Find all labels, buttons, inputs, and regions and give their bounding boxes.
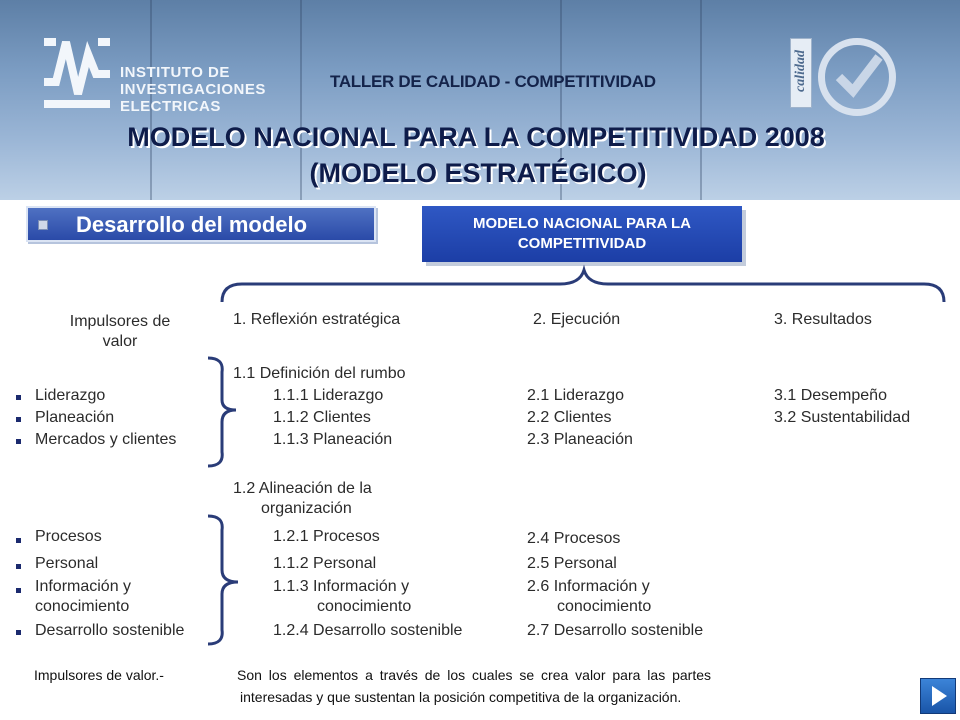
reflexion-group2-heading-cont: organización	[261, 500, 352, 517]
logo-line: INVESTIGACIONES	[120, 81, 266, 98]
resultados-item: 3.1 Desempeño	[774, 387, 887, 404]
col-ejecucion-title: 2. Ejecución	[533, 311, 621, 328]
bullet-icon	[16, 439, 21, 444]
list-item: Planeación	[35, 409, 115, 426]
list-item: Liderazgo	[35, 387, 106, 404]
page-title: MODELO NACIONAL PARA LA COMPETITIVIDAD 2008	[127, 122, 825, 152]
bullet-icon	[16, 564, 21, 569]
left-brace-icon	[208, 358, 236, 466]
ejecucion-item-continuation: conocimiento	[557, 598, 652, 615]
model-box-line: COMPETITIVIDAD	[517, 235, 647, 252]
ejecucion-item: 2.2 Clientes	[527, 409, 612, 426]
reflexion-item: 1.1.3 Información y	[273, 578, 410, 595]
ejecucion-item: 2.1 Liderazgo	[527, 387, 624, 404]
impulsores-title-line: Impulsores de	[69, 313, 171, 330]
bullet-icon	[16, 630, 21, 635]
ejecucion-item: 2.4 Procesos	[527, 530, 621, 547]
reflexion-item: 1.2.1 Procesos	[273, 528, 380, 545]
bullet-icon	[16, 588, 21, 593]
ejecucion-item: 2.3 Planeación	[527, 431, 633, 448]
reflexion-item: 1.1.2 Clientes	[273, 409, 371, 426]
arrow-right-icon	[921, 679, 955, 713]
list-item-continuation: conocimiento	[35, 598, 130, 615]
logo-line: INSTITUTO DE	[120, 64, 230, 81]
next-slide-button[interactable]	[920, 678, 956, 714]
impulsores-title	[50, 312, 190, 352]
list-item: Procesos	[35, 528, 102, 545]
model-box-line: MODELO NACIONAL PARA LA	[472, 215, 692, 232]
left-brace-icon	[208, 516, 238, 644]
list-item: Desarrollo sostenible	[35, 622, 185, 639]
top-brace-icon	[222, 270, 944, 302]
reflexion-item: 1.1.1 Liderazgo	[273, 387, 384, 404]
resultados-item: 3.2 Sustentabilidad	[774, 409, 911, 426]
footnote-term: Impulsores de valor.-	[34, 667, 164, 683]
taller-subtitle: TALLER DE CALIDAD - COMPETITIVIDAD	[330, 72, 656, 91]
col-reflexion-title: 1. Reflexión estratégica	[233, 311, 401, 328]
section-tab-label: Desarrollo del modelo	[76, 212, 308, 237]
reflexion-item-continuation: conocimiento	[317, 598, 412, 615]
footnote-line2: interesadas y que sustentan la posición competitiva de la organización.	[240, 689, 682, 705]
reflexion-item: 1.1.3 Planeación	[273, 431, 393, 448]
ejecucion-item: 2.5 Personal	[527, 555, 617, 572]
reflexion-group2-heading: 1.2 Alineación de la	[233, 480, 372, 497]
list-item: Mercados y clientes	[35, 431, 177, 448]
bullet-icon	[16, 395, 21, 400]
list-item: Información y	[35, 578, 132, 595]
calidad-label: calidad	[793, 50, 808, 92]
list-item: Personal	[35, 555, 99, 572]
col-resultados-title: 3. Resultados	[774, 311, 872, 328]
impulsores-title-line: valor	[102, 333, 138, 350]
ejecucion-item: 2.7 Desarrollo sostenible	[527, 622, 704, 639]
reflexion-item: 1.2.4 Desarrollo sostenible	[273, 622, 463, 639]
page-subtitle: (MODELO ESTRATÉGICO)	[309, 158, 647, 188]
logo-line: ELECTRICAS	[120, 98, 221, 115]
reflexion-item: 1.1.2 Personal	[273, 555, 377, 572]
bullet-icon	[16, 538, 21, 543]
bullet-icon	[16, 417, 21, 422]
footnote-line1: Son los elementos a través de los cuales se crea valor para las partes	[237, 667, 712, 683]
ejecucion-item: 2.6 Información y	[527, 578, 650, 595]
reflexion-group1-heading: 1.1 Definición del rumbo	[233, 365, 406, 382]
